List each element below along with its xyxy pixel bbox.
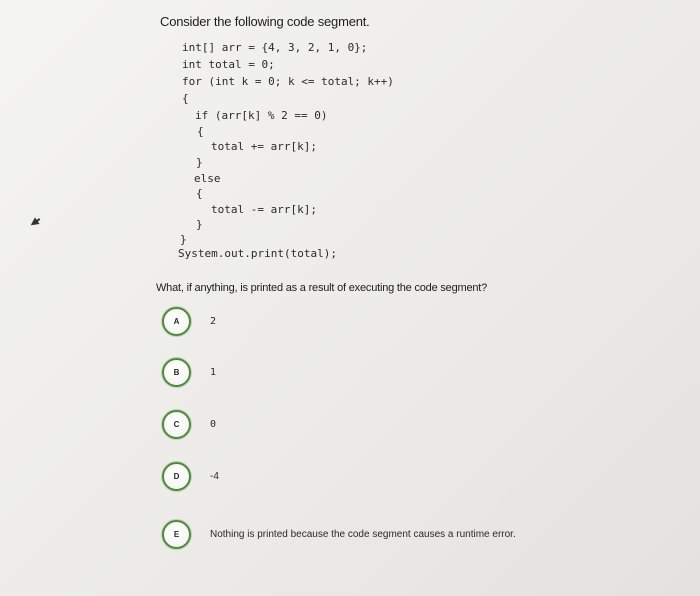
code-line: if (arr[k] % 2 == 0) [195, 109, 328, 122]
code-line: for (int k = 0; k <= total; k++) [182, 75, 394, 88]
choice-e[interactable] [162, 519, 662, 549]
choice-b[interactable] [162, 357, 662, 387]
choice-e-bubble[interactable]: E [162, 520, 191, 549]
choice-d-bubble[interactable]: D [162, 462, 191, 491]
code-line: total -= arr[k]; [211, 203, 317, 216]
code-line: System.out.print(total); [178, 247, 337, 260]
code-line: { [182, 92, 189, 105]
code-line: } [180, 233, 187, 246]
choice-a[interactable] [162, 306, 662, 336]
choice-d-text: -4 [210, 470, 219, 482]
code-line: total += arr[k]; [211, 140, 317, 153]
choice-c-text: 0 [210, 418, 217, 430]
choice-b-bubble[interactable]: B [162, 358, 191, 387]
code-line: } [196, 218, 203, 231]
code-line: { [196, 187, 203, 200]
choice-a-text: 2 [210, 315, 217, 327]
choice-c-bubble[interactable]: C [162, 410, 191, 439]
choice-c[interactable] [162, 409, 662, 439]
code-line: int[] arr = {4, 3, 2, 1, 0}; [182, 41, 368, 54]
code-line: else [194, 172, 221, 185]
choice-e-text: Nothing is printed because the code segment causes a runtime error. [210, 528, 516, 540]
code-line: { [197, 125, 204, 138]
question-prompt: Consider the following code segment. [160, 14, 370, 29]
question-text: What, if anything, is printed as a result of executing the code segment? [156, 282, 488, 294]
code-line: } [196, 156, 203, 169]
choice-a-bubble[interactable]: A [162, 307, 191, 336]
code-line: int total = 0; [182, 58, 275, 71]
choice-b-text: 1 [210, 366, 217, 378]
choice-d[interactable] [162, 461, 662, 491]
